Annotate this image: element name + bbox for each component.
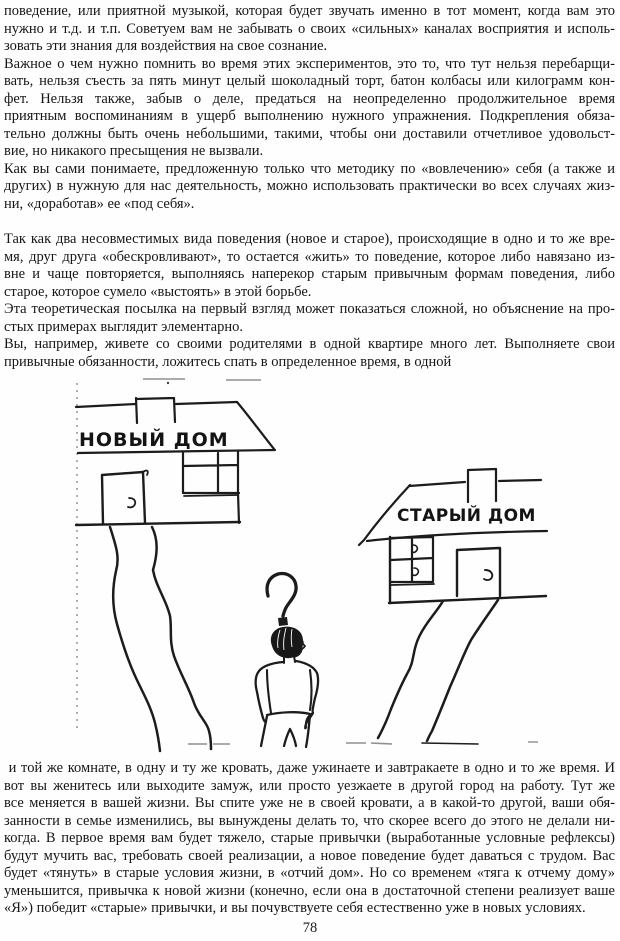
illustration-two-houses xyxy=(75,376,559,758)
old-house-label: СТАРЫЙ ДОМ xyxy=(397,506,536,526)
text-line: старое, которое сумело «выстоять» в этой борьбе. xyxy=(4,283,312,300)
new-house-door xyxy=(102,471,148,524)
text-line: тельно должны быть очень небольшими, такими, чтобы они доставили отчетливое удовольст- xyxy=(4,125,615,142)
new-house-chimney xyxy=(136,398,175,423)
text-line: все меняется в вашей жизни. Вы спите уже не в своей кровати, а в какой-то другой, ваши обя- xyxy=(4,795,615,812)
person-drawing xyxy=(256,574,318,747)
text-line: мя, друг друга «обескровливают», то остается «жить» то поведение, которое либо навязано из- xyxy=(4,248,615,265)
text-line: других) в нужную для нас деятельность, можно использовать практически во всех случаях жиз- xyxy=(4,178,615,195)
text-line: ни, «доработав» ее «под себя». xyxy=(4,196,195,213)
ground-dashes xyxy=(188,742,538,744)
text-line: Важное о чем нужно помнить во время этих экспериментов, это то, что тут нельзя перебарщи- xyxy=(4,55,615,72)
text-line: вать, нельзя съесть за пять минут целый шоколадный торт, батон колбасы или килограмм кон- xyxy=(4,73,615,90)
text-line: Как вы сами понимаете, предложенную только что методику по «вовлечению» себя (а также и xyxy=(4,160,615,177)
illustration-svg xyxy=(75,376,559,758)
text-line: зовать эти знания для воздействия на свое сознание. xyxy=(4,38,328,55)
question-mark-dot xyxy=(278,617,288,626)
person-legs xyxy=(261,715,310,747)
question-mark-icon xyxy=(267,574,296,626)
text-line: стых примерах выглядит элементарно. xyxy=(4,318,243,335)
body-text-top xyxy=(4,3,615,371)
text-line: Так как два несовместимых вида поведения (новое и старое), происходящие в одно и то же вре- xyxy=(4,231,615,248)
old-house-drawing xyxy=(359,469,547,741)
new-house-label: НОВЫЙ ДОМ xyxy=(79,429,229,451)
blank-line xyxy=(4,214,615,232)
old-house-window xyxy=(391,537,434,585)
person-head xyxy=(271,627,305,663)
text-line: будет «тянуть» в старые условия жизни, в «отчий дом». Но со временем «тяга к отчему дому» xyxy=(4,865,615,882)
text-line: вне и чаще повторяется, выполняясь наперекор старым привычным формам поведения, либо xyxy=(4,266,615,283)
page-number: 78 xyxy=(302,920,318,936)
text-line: «Я») победит «старые» привычки, и вы почувствуете себя естественно уже в новых условиях. xyxy=(4,900,586,917)
text-line: и той же комнате, в одну и ту же кровать, даже ужинаете и завтракаете в одно и то же время. И xyxy=(4,760,615,776)
old-house-chimney xyxy=(468,469,496,502)
text-line: привычные обязанности, ложитесь спать в определенное время, в одной xyxy=(4,353,452,370)
new-house-window xyxy=(183,452,239,496)
body-text-bottom xyxy=(4,760,615,918)
text-line: вот вы женитесь или выходите замуж, или просто уезжаете в другой город на работу. Тут же xyxy=(4,777,615,794)
text-line: Эта теоретическая посылка на первый взгляд может показаться сложной, но объяснение на про- xyxy=(4,301,615,318)
new-house-door-handle xyxy=(128,498,135,507)
path-to-new-house xyxy=(110,527,211,751)
new-house-right-wall xyxy=(238,493,239,523)
text-line: фет. Нельзя также, забыв о деле, предаться на неопределенно продолжительное время xyxy=(4,90,615,107)
new-house-ground-line xyxy=(76,522,240,525)
text-line: занности в семье изменились, вы вынуждены делать то, что скорее всего до этого не делали ни- xyxy=(4,812,615,829)
text-line: когда. В первое время вам будет тяжело, старые привычки (выработанные условные рефлексы) xyxy=(4,830,615,847)
new-house-drawing xyxy=(76,398,275,751)
person-waist-line xyxy=(267,712,310,715)
text-line: поведение, или приятной музыкой, которая будет звучать именно в тот момент, когда вам это xyxy=(4,3,615,19)
old-house-ground-line xyxy=(389,596,546,603)
text-line: нужно и т.д. и т.п. Советуем вам не забывать о своих «сильных» каналах восприятия и исполь- xyxy=(4,20,615,37)
old-house-door-handle xyxy=(484,570,492,580)
text-line: вие, но никакого пресыщения не вызвали. xyxy=(4,143,264,160)
text-line: будут мучить вас, требовать своей реализации, а новое поведение будет даваться с трудом. Вас xyxy=(4,847,615,864)
old-house-door xyxy=(457,548,500,596)
path-to-old-house xyxy=(378,600,498,741)
text-line: приятным воспоминаниям в ущерб выполнению нужного упражнения. Подкрепления обяза- xyxy=(4,108,615,125)
text-line: уменьшится, привычка к новой жизни (конечно, если она в достаточной степени реализует ваше xyxy=(4,882,615,899)
text-line: Вы, например, живете со своими родителями в одной квартире много лет. Выполняете свои xyxy=(4,336,615,353)
